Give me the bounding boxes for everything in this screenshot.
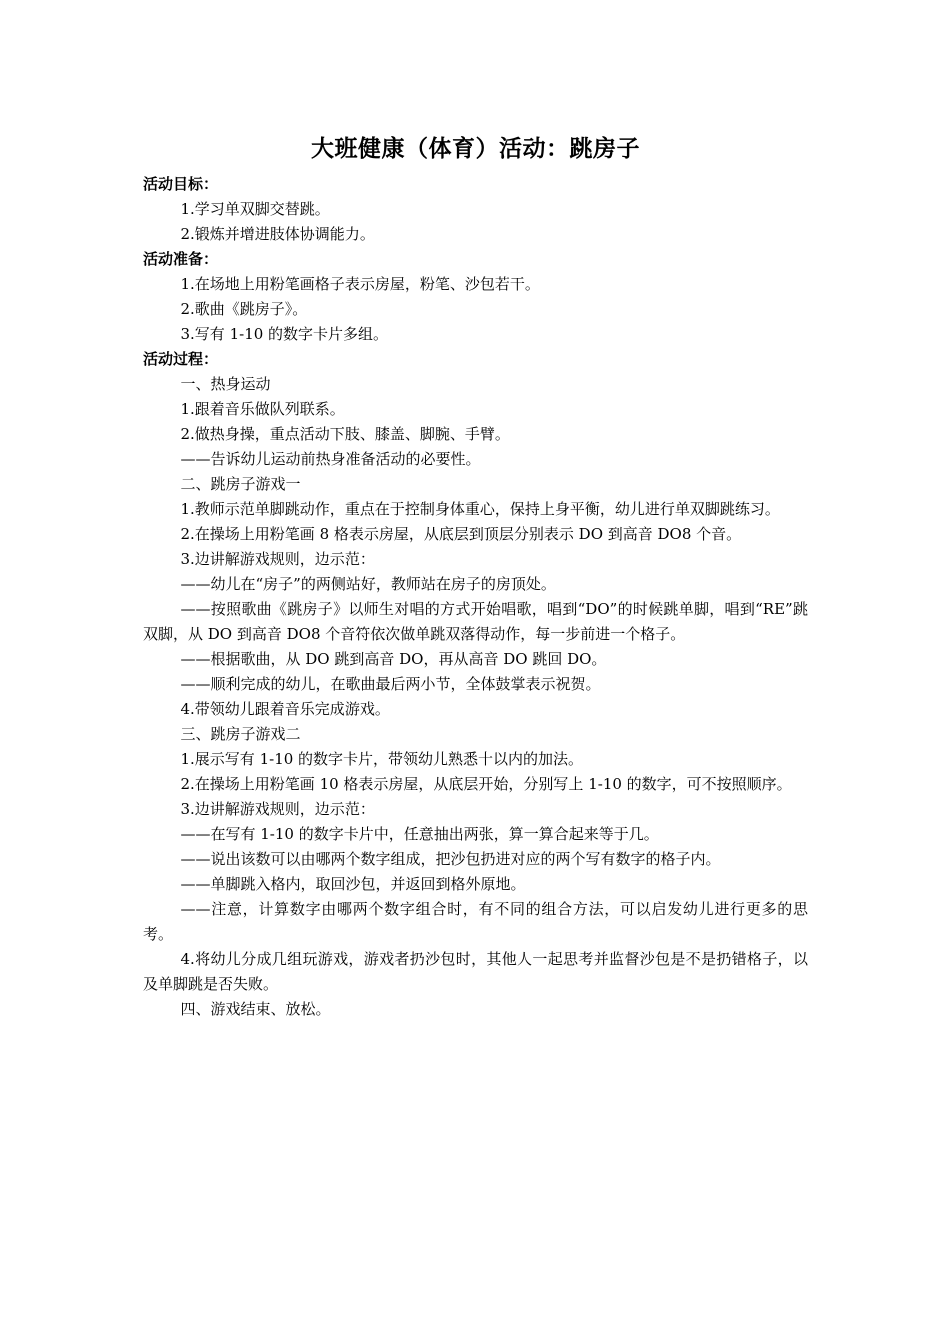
document-body [143,132,808,1022]
paragraph: 1.展示写有 1-10 的数字卡片，带领幼儿熟悉十以内的加法。 [180,750,584,768]
paragraph: ——在写有 1-10 的数字卡片中，任意抽出两张，算一算合起来等于几。 [180,825,659,843]
paragraph: 一、热身运动 [180,375,271,393]
paragraph: 3.边讲解游戏规则，边示范： [180,800,375,818]
paragraph: 二、跳房子游戏一 [180,475,301,493]
paragraph: 3.写有 1-10 的数字卡片多组。 [180,325,389,343]
paragraph: ——幼儿在“房子”的两侧站好，教师站在房子的房顶处。 [180,575,556,593]
section-heading: 活动目标： [143,175,219,193]
paragraph: ——根据歌曲，从 DO 跳到高音 DO，再从高音 DO 跳回 DO。 [180,650,607,668]
paragraph: 2.歌曲《跳房子》。 [180,300,308,318]
section-heading: 活动准备： [143,250,219,268]
paragraph: 1.跟着音乐做队列联系。 [180,400,345,418]
paragraph: 2.在操场上用粉笔画 10 格表示房屋，从底层开始，分别写上 1-10 的数字，可不按照顺序。 [180,775,792,793]
paragraph: 2.在操场上用粉笔画 8 格表示房屋，从底层到顶层分别表示 DO 到高音 DO8 个音。 [180,525,742,543]
paragraph: 1.学习单双脚交替跳。 [180,200,330,218]
paragraph: 4.带领幼儿跟着音乐完成游戏。 [180,700,390,718]
paragraph: ——顺利完成的幼儿，在歌曲最后两小节，全体鼓掌表示祝贺。 [180,675,601,693]
section [143,347,808,1022]
paragraph: 3.边讲解游戏规则，边示范： [180,550,375,568]
paragraph: 1.在场地上用粉笔画格子表示房屋，粉笔、沙包若干。 [180,275,540,293]
paragraph: ——注意，计算数字由哪两个数字组合时，有不同的组合方法，可以启发幼儿进行更多的思考。 [143,900,808,943]
section [143,247,808,347]
document-sections [143,172,808,1022]
paragraph: 三、跳房子游戏二 [180,725,301,743]
paragraph: 2.锻炼并增进肢体协调能力。 [180,225,375,243]
paragraph: ——说出该数可以由哪两个数字组成，把沙包扔进对应的两个写有数字的格子内。 [180,850,721,868]
paragraph: ——单脚跳入格内，取回沙包，并返回到格外原地。 [180,875,526,893]
section [143,172,808,247]
paragraph: 1.教师示范单脚跳动作，重点在于控制身体重心，保持上身平衡，幼儿进行单双脚跳练习。 [180,500,780,518]
document-title: 大班健康（体育）活动：跳房子 [311,135,640,162]
paragraph: ——告诉幼儿运动前热身准备活动的必要性。 [180,450,481,468]
section-heading: 活动过程： [143,350,219,368]
paragraph: ——按照歌曲《跳房子》以师生对唱的方式开始唱歌，唱到“DO”的时候跳单脚，唱到“RE”跳双脚，从 DO 到高音 DO8 个音符依次做单跳双落得动作，每一步前进一个格子。 [143,600,808,643]
paragraph: 2.做热身操，重点活动下肢、膝盖、脚腕、手臂。 [180,425,510,443]
paragraph: 四、游戏结束、放松。 [180,1000,331,1018]
paragraph: 4.将幼儿分成几组玩游戏，游戏者扔沙包时，其他人一起思考并监督沙包是不是扔错格子，以及单脚跳是否失败。 [143,950,808,993]
